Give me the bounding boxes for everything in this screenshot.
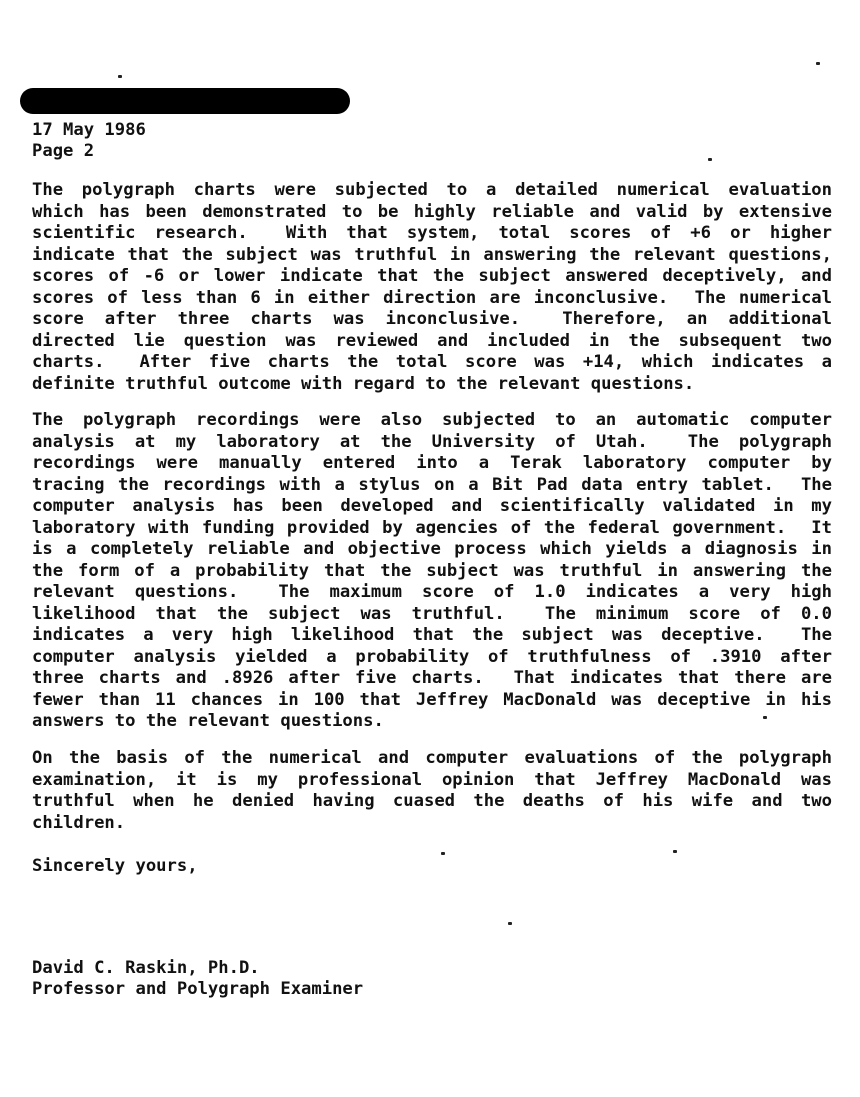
paragraph-line: score after three charts was inconclusive. Therefore, an additional bbox=[32, 309, 832, 329]
paragraph-line: the form of a probability that the subject was truthful in answering the bbox=[32, 560, 832, 581]
signer-title: Professor and Polygraph Examiner bbox=[32, 979, 364, 999]
paragraph-line: scores of -6 or lower indicate that the subject answered deceptively, and bbox=[32, 266, 832, 286]
paragraph-line: indicate that the subject was truthful in answering the relevant questions, bbox=[32, 244, 832, 265]
paragraph-line: recordings were manually entered into a Terak laboratory computer by bbox=[32, 453, 832, 473]
paragraph-line: laboratory with funding provided by agencies of the federal government. It bbox=[32, 517, 832, 538]
paragraph-opinion bbox=[32, 748, 832, 834]
paragraph-line: fewer than 11 chances in 100 that Jeffrey MacDonald was deceptive in his bbox=[32, 689, 832, 710]
redaction-bar bbox=[20, 88, 350, 114]
scan-speck bbox=[708, 158, 712, 161]
paragraph-line: indicates a very high likelihood that the subject was deceptive. The bbox=[32, 625, 832, 645]
paragraph-line: relevant questions. The maximum score of 1.0 indicates a very high bbox=[32, 582, 832, 602]
paragraph-line: likelihood that the subject was truthful. The minimum score of 0.0 bbox=[32, 603, 832, 624]
letter-date: 17 May 1986 bbox=[32, 120, 146, 140]
closing-salutation: Sincerely yours, bbox=[32, 856, 198, 876]
paragraph-line: which has been demonstrated to be highly reliable and valid by extensive bbox=[32, 201, 832, 222]
paragraph-line: is a completely reliable and objective process which yields a diagnosis in bbox=[32, 539, 832, 559]
paragraph-line: definite truthful outcome with regard to the relevant questions. bbox=[32, 373, 695, 394]
paragraph-line: scientific research. With that system, total scores of +6 or higher bbox=[32, 223, 832, 243]
paragraph-computer-analysis bbox=[32, 410, 832, 733]
page-number: Page 2 bbox=[32, 141, 95, 161]
paragraph-line: On the basis of the numerical and computer evaluations of the polygraph bbox=[32, 748, 832, 768]
paragraph-line: three charts and .8926 after five charts. That indicates that there are bbox=[32, 668, 832, 688]
paragraph-line: truthful when he denied having cuased the deaths of his wife and two bbox=[32, 791, 832, 811]
scan-speck bbox=[508, 922, 512, 925]
paragraph-line: charts. After five charts the total score was +14, which indicates a bbox=[32, 352, 832, 372]
scan-speck bbox=[441, 852, 445, 855]
paragraph-line: computer analysis yielded a probability of truthfulness of .3910 after bbox=[32, 646, 832, 667]
paragraph-line: answers to the relevant questions. bbox=[32, 711, 384, 731]
paragraph-line: tracing the recordings with a stylus on a Bit Pad data entry tablet. The bbox=[32, 474, 832, 495]
scan-speck bbox=[673, 850, 677, 853]
signer-name: David C. Raskin, Ph.D. bbox=[32, 958, 260, 978]
paragraph-line: analysis at my laboratory at the University of Utah. The polygraph bbox=[32, 431, 832, 452]
paragraph-numerical-evaluation bbox=[32, 180, 832, 395]
scan-speck bbox=[118, 75, 122, 78]
paragraph-line: scores of less than 6 in either direction are inconclusive. The numerical bbox=[32, 287, 832, 308]
paragraph-line: directed lie question was reviewed and included in the subsequent two bbox=[32, 330, 832, 351]
paragraph-line: The polygraph charts were subjected to a detailed numerical evaluation bbox=[32, 180, 832, 200]
scan-speck bbox=[816, 62, 820, 65]
paragraph-line: The polygraph recordings were also subjected to an automatic computer bbox=[32, 410, 832, 430]
paragraph-line: children. bbox=[32, 812, 126, 833]
paragraph-line: computer analysis has been developed and scientifically validated in my bbox=[32, 496, 832, 516]
paragraph-line: examination, it is my professional opinion that Jeffrey MacDonald was bbox=[32, 769, 832, 790]
